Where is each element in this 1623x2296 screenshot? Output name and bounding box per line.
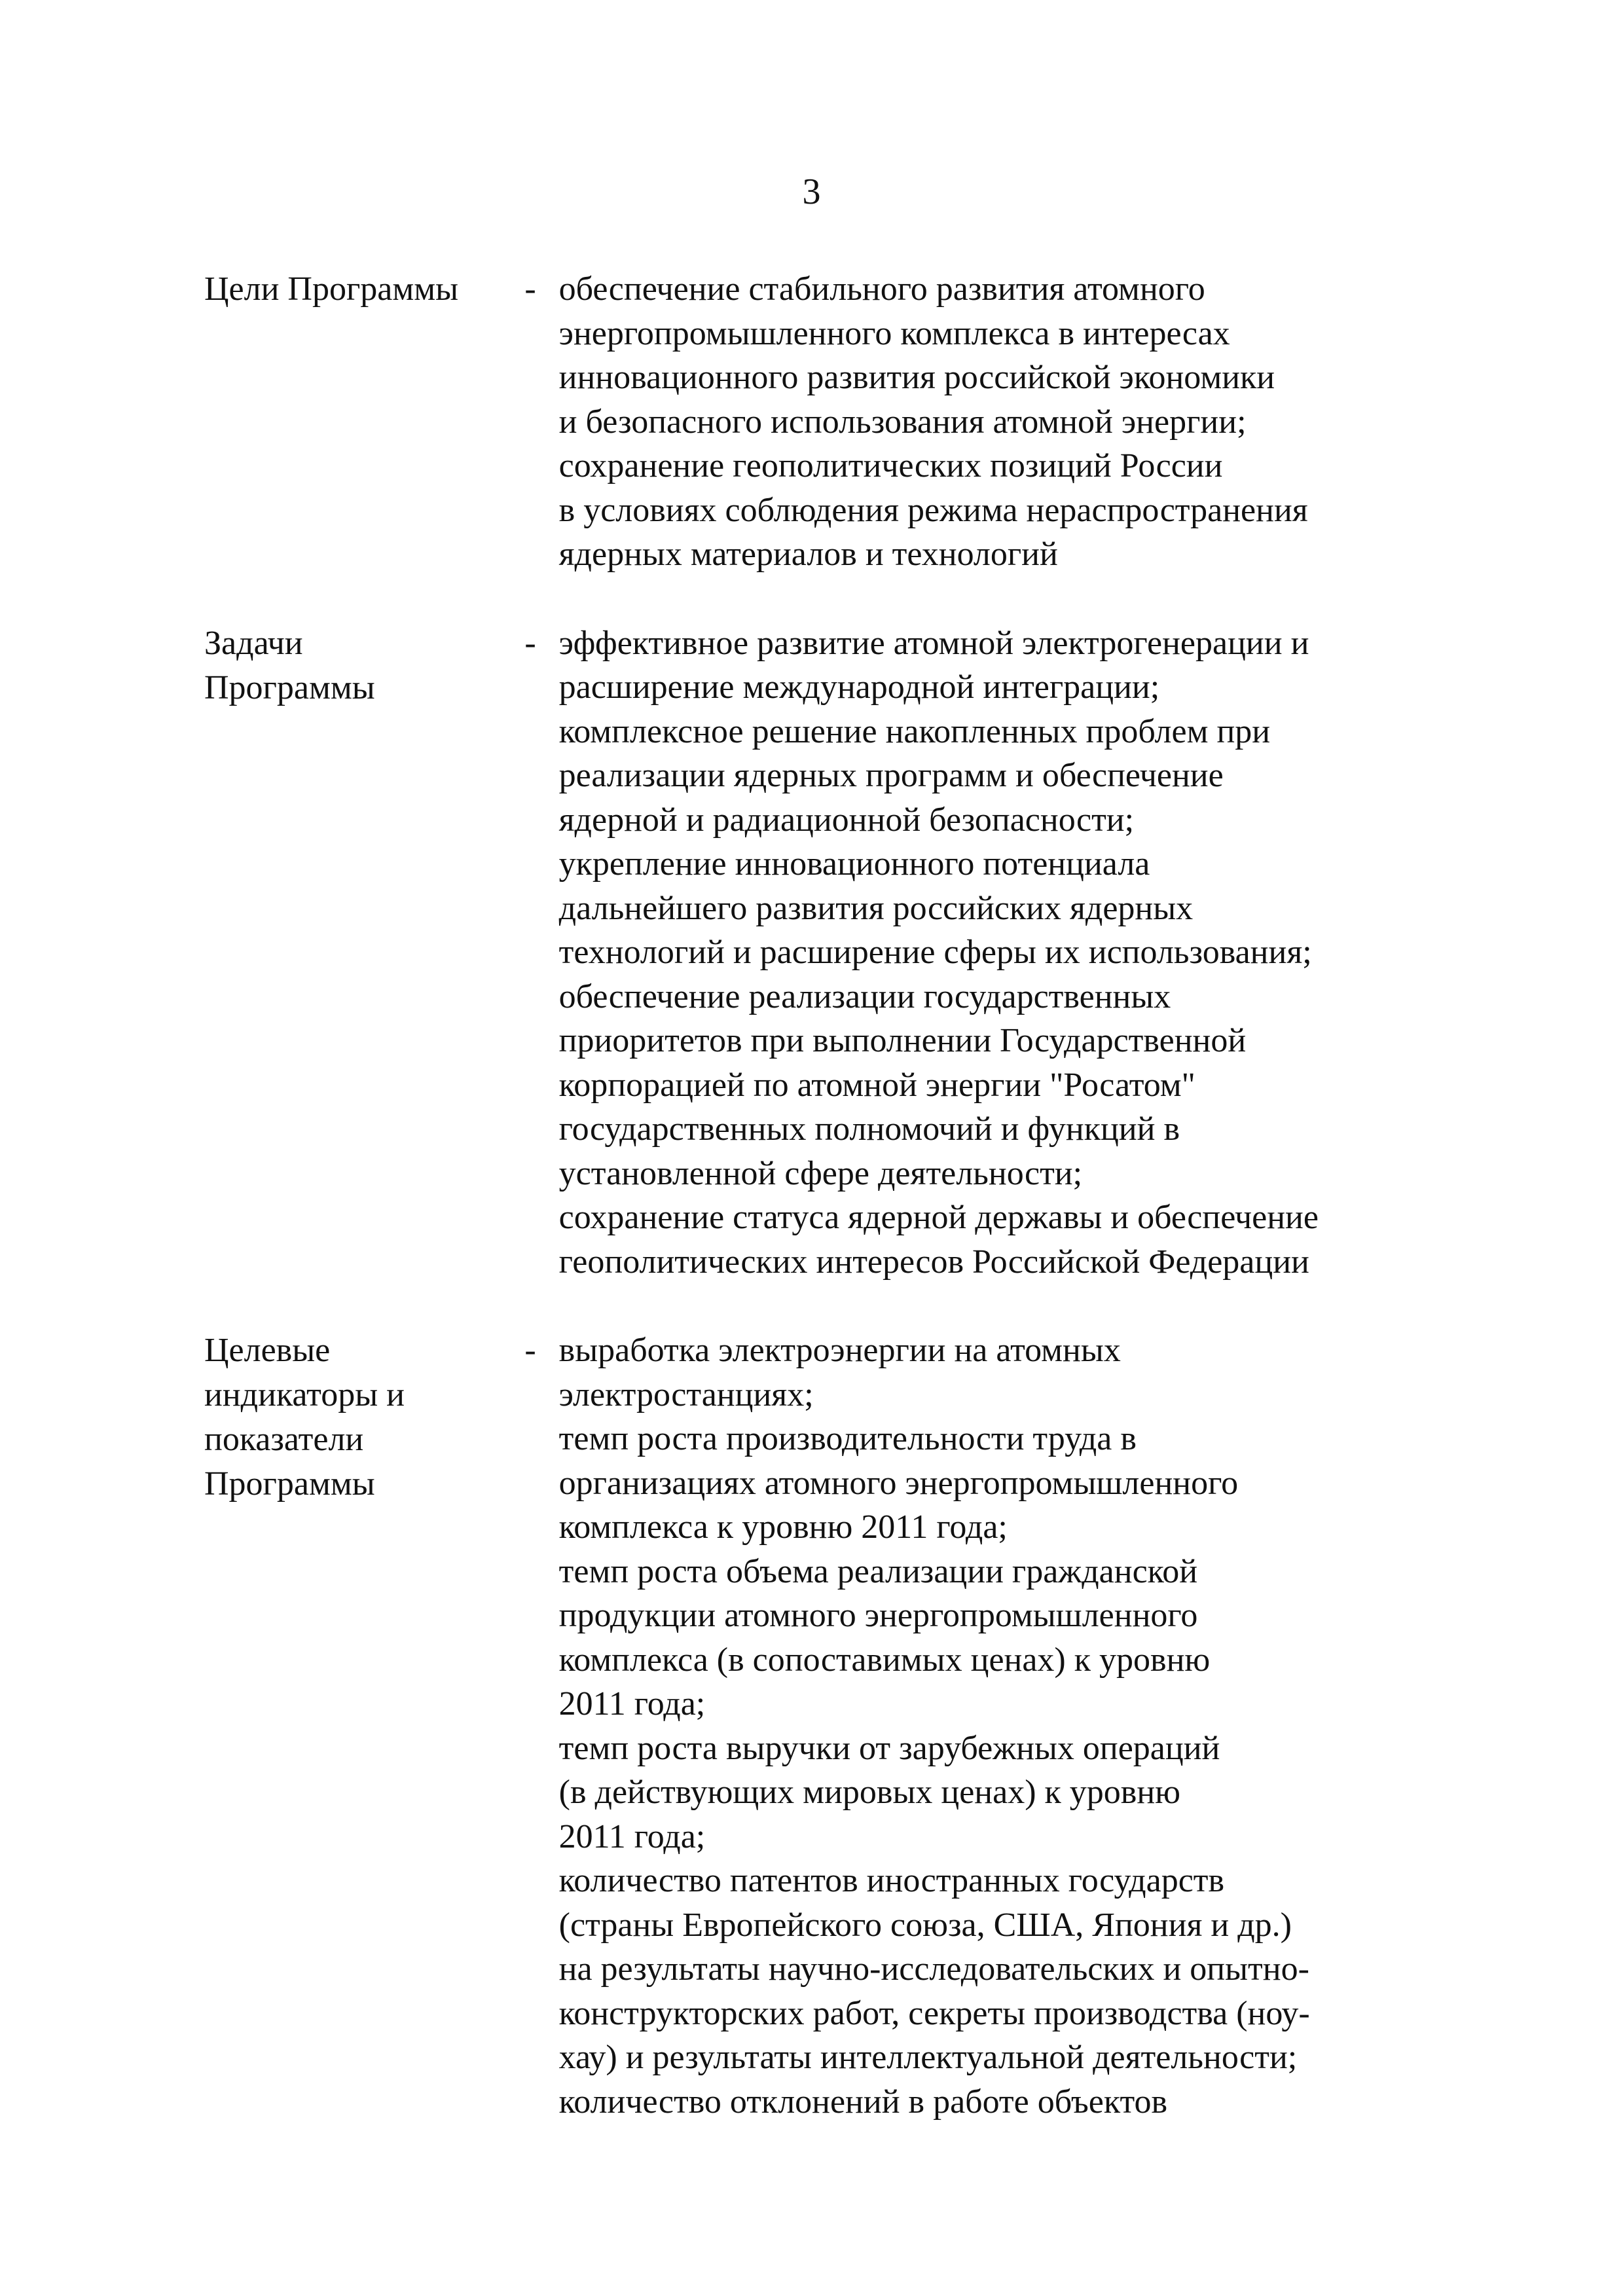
label-line: Цели Программы (204, 270, 459, 308)
content-line: дальнейшего развития российских ядерных (558, 889, 1194, 927)
content-line: укрепление инновационного потенциала (558, 845, 1150, 883)
section-indicators (204, 1328, 1448, 2124)
content-line: 2011 года; (558, 1685, 706, 1722)
content-line: количество отклонений в работе объектов (558, 2083, 1168, 2121)
content-line: комплекса (в сопоставимых ценах) к уровню (558, 1641, 1211, 1679)
content-line: хау) и результаты интеллектуальной деятельности; (558, 2039, 1298, 2076)
content-line: комплекса к уровню 2011 года; (558, 1508, 1008, 1546)
content-line: и безопасного использования атомной энергии; (558, 403, 1247, 441)
section-label (204, 621, 496, 710)
label-line: индикаторы и (204, 1376, 405, 1413)
label-line: Программы (204, 1465, 375, 1503)
label-line: Программы (204, 668, 375, 706)
content-line: (страны Европейского союза, США, Япония и др.) (558, 1906, 1292, 1944)
content-line: государственных полномочий и функций в (558, 1110, 1180, 1148)
label-line: Целевые (204, 1332, 331, 1369)
content-line: ядерных материалов и технологий (558, 536, 1058, 573)
content-line: 2011 года; (558, 1817, 706, 1855)
section-tasks (204, 621, 1448, 1285)
label-line: Задачи (204, 624, 303, 662)
section-content (559, 1328, 1448, 2124)
page-number: 3 (802, 172, 821, 212)
content-line: продукции атомного энергопромышленного (558, 1597, 1198, 1634)
content-line: обеспечение реализации государственных (558, 977, 1171, 1015)
content-line: реализации ядерных программ и обеспечение (558, 757, 1224, 794)
content-line: инновационного развития российской экономики (558, 359, 1275, 396)
section-goals (204, 267, 1448, 577)
section-content (559, 267, 1448, 577)
content-line: корпорацией по атомной энергии "Росатом" (558, 1066, 1195, 1104)
content-line: темп роста производительности труда в (558, 1420, 1137, 1457)
content-line: сохранение статуса ядерной державы и обеспечение (558, 1199, 1319, 1236)
content-line: технологий и расширение сферы их использования; (558, 934, 1312, 971)
content-line: темп роста выручки от зарубежных операций (558, 1729, 1220, 1767)
content-line: расширение международной интеграции; (558, 668, 1160, 706)
content-line: темп роста объема реализации гражданской (558, 1552, 1198, 1590)
content-line: в условиях соблюдения режима нераспространения (558, 491, 1308, 529)
content-line: количество патентов иностранных государств (558, 1862, 1225, 1899)
content-line: эффективное развитие атомной электрогенерации и (558, 624, 1309, 662)
section-content (559, 621, 1448, 1285)
content-line: установленной сфере деятельности; (558, 1154, 1083, 1192)
content-line: сохранение геополитических позиций России (558, 447, 1223, 484)
label-line: показатели (204, 1421, 364, 1458)
content-line: приоритетов при выполнении Государственной (558, 1022, 1247, 1059)
content-line: организациях атомного энергопромышленного (558, 1464, 1239, 1502)
content-line: выработка электроэнергии на атомных (558, 1332, 1121, 1369)
content-line: геополитических интересов Российской Федерации (558, 1243, 1309, 1281)
content-line: конструкторских работ, секреты производства (ноу- (558, 1994, 1310, 2032)
content-line: на результаты научно-исследовательских и опытно- (558, 1950, 1309, 1988)
program-passport-table (204, 267, 1448, 2124)
dash-separator: - (524, 270, 536, 308)
section-label (204, 1328, 496, 1506)
dash-separator: - (524, 1332, 536, 1369)
dash-separator: - (524, 624, 536, 662)
content-line: (в действующих мировых ценах) к уровню (558, 1774, 1181, 1811)
content-line: ядерной и радиационной безопасности; (558, 801, 1135, 839)
content-line: комплексное решение накопленных проблем при (558, 712, 1271, 750)
content-line: энергопромышленного комплекса в интересах (558, 314, 1230, 352)
section-label (204, 267, 496, 312)
content-line: обеспечение стабильного развития атомного (558, 270, 1205, 308)
content-line: электростанциях; (558, 1376, 814, 1413)
